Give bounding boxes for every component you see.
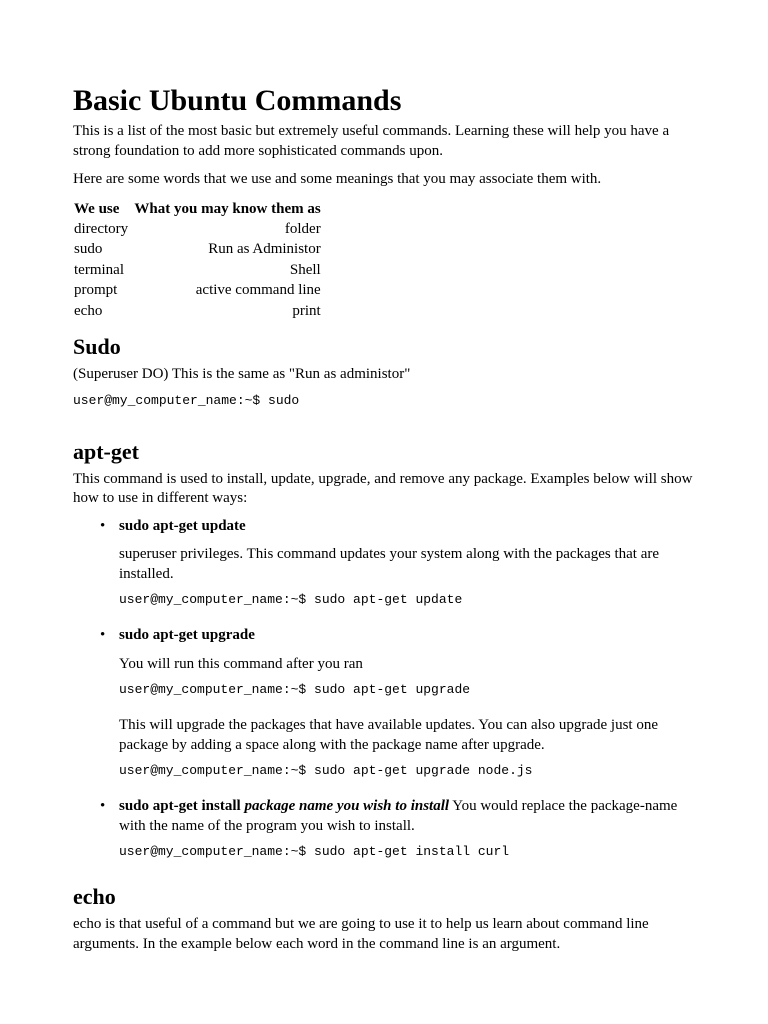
table-row bbox=[73, 240, 322, 261]
sudo-description: (Superuser DO) This is the same as "Run as administor" bbox=[73, 366, 411, 382]
page-title: Basic Ubuntu Commands bbox=[73, 84, 402, 117]
glossary-meaning: folder bbox=[284, 220, 321, 237]
glossary-header-we-use: We use bbox=[74, 200, 120, 217]
intro-paragraph-2: Here are some words that we use and some meanings that you may associate them with. bbox=[73, 171, 602, 187]
table-row bbox=[73, 220, 322, 241]
glossary-table bbox=[73, 200, 322, 323]
command-title: sudo apt-get install bbox=[119, 798, 241, 814]
glossary-term: sudo bbox=[74, 241, 103, 257]
glossary-term: echo bbox=[74, 302, 103, 319]
list-item-apt-get-install bbox=[73, 797, 695, 860]
command-title-line bbox=[119, 797, 695, 836]
echo-heading: echo bbox=[73, 884, 116, 909]
apt-get-heading: apt-get bbox=[73, 438, 139, 464]
command-description: superuser privileges. This command updates your system along with the packages that are installed. bbox=[119, 546, 659, 582]
apt-get-command-list bbox=[73, 517, 695, 861]
command-code-block: user@my_computer_name:~$ sudo apt-get upgrade bbox=[119, 682, 471, 697]
bullet-icon: • bbox=[100, 798, 106, 814]
bullet-icon: • bbox=[100, 517, 106, 534]
apt-get-description: This command is used to install, update, upgrade, and remove any package. Examples below will show how to use in different ways: bbox=[73, 470, 693, 506]
command-description: You would replace the package-name with the name of the program you wish to install. bbox=[119, 798, 678, 834]
table-row bbox=[73, 302, 322, 323]
sudo-code-block: user@my_computer_name:~$ sudo bbox=[73, 392, 300, 408]
glossary-header-meaning: What you may know them as bbox=[134, 200, 321, 217]
list-item-apt-get-update bbox=[73, 517, 695, 609]
command-code-block-2: user@my_computer_name:~$ sudo apt-get upgrade node.js bbox=[119, 763, 533, 778]
glossary-meaning: Shell bbox=[289, 261, 321, 278]
command-title: sudo apt-get upgrade bbox=[119, 627, 255, 643]
sudo-heading: Sudo bbox=[73, 334, 121, 359]
echo-description: echo is that useful of a command but we are going to use it to help us learn about command line arguments. In the example below each word in the command line is an argument. bbox=[73, 916, 649, 952]
command-description-2: This will upgrade the packages that have available updates. You can also upgrade just one package by adding a space along with the package name after upgrade. bbox=[119, 717, 659, 753]
table-row bbox=[73, 261, 322, 282]
glossary-term: directory bbox=[74, 220, 129, 237]
glossary-meaning: active command line bbox=[195, 282, 321, 298]
intro-paragraph-1: This is a list of the most basic but extremely useful commands. Learning these will help you have a strong foundation to add more sophisticated commands upon. bbox=[73, 123, 670, 159]
glossary-term: terminal bbox=[74, 261, 124, 278]
glossary-meaning: print bbox=[292, 302, 321, 319]
glossary-meaning: Run as Administor bbox=[208, 241, 321, 257]
command-argument: package name you wish to install bbox=[244, 798, 450, 814]
command-code-block: user@my_computer_name:~$ sudo apt-get install curl bbox=[119, 844, 510, 859]
command-description: You will run this command after you ran bbox=[119, 655, 363, 672]
glossary-term: prompt bbox=[74, 282, 118, 298]
command-code-block: user@my_computer_name:~$ sudo apt-get update bbox=[119, 592, 463, 607]
bullet-icon: • bbox=[100, 627, 106, 643]
command-title: sudo apt-get update bbox=[119, 517, 246, 534]
list-item-apt-get-upgrade bbox=[73, 626, 695, 779]
glossary-header-row bbox=[73, 200, 322, 220]
table-row bbox=[73, 281, 322, 302]
